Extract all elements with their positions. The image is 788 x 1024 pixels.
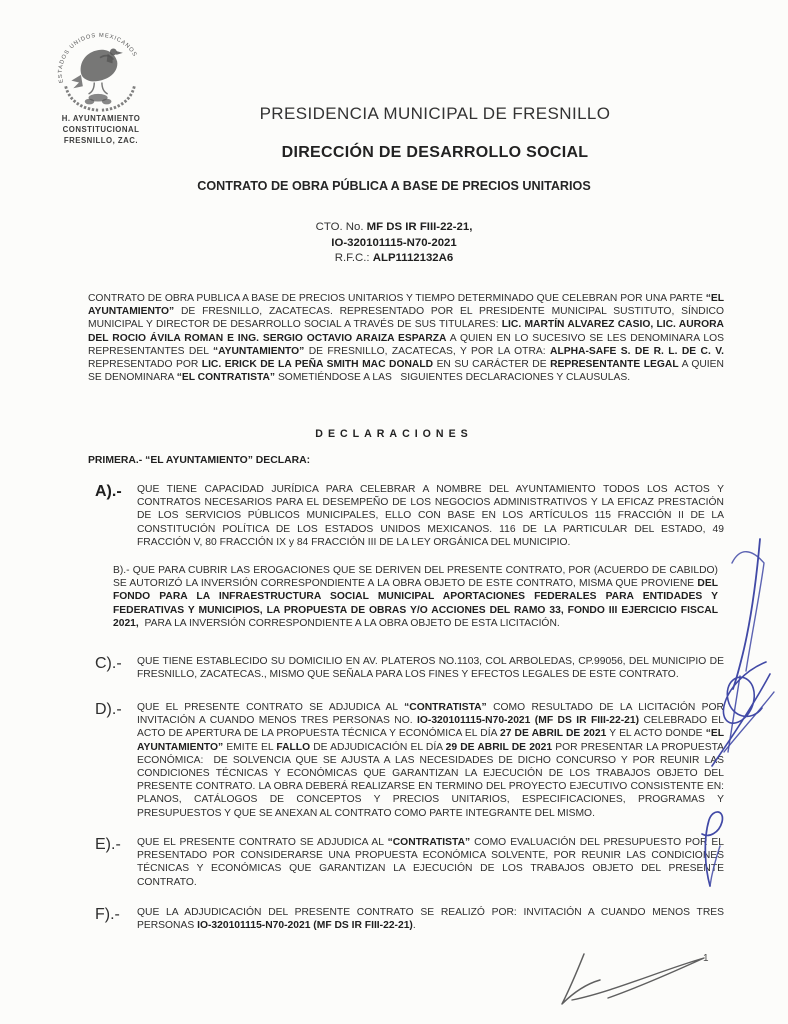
national-seal-logo [52,31,148,113]
contract-number-block [0,220,788,267]
contract-type-title: CONTRATO DE OBRA PÚBLICA A BASE DE PRECIOS UNITARIOS [197,179,591,193]
seal-caption [45,114,157,146]
declaration-item-e [95,836,724,889]
contract-number-line-2: IO-320101115-N70-2021 [331,236,457,249]
item-e-label: E).- [95,836,121,853]
declaration-item-f [95,906,724,932]
item-b-label: B).- [113,565,130,576]
seal-caption-line-1: H. AYUNTAMIENTO [61,114,141,123]
declaration-item-c [95,655,724,681]
declaration-item-b [113,564,718,630]
declaration-item-d [95,701,724,820]
seal-caption-line-2: CONSTITUCIONAL [62,124,140,134]
item-c-text: QUE TIENE ESTABLECIDO SU DOMICILIO EN AV. PLATEROS NO.1103, COL ARBOLEDAS, CP.99056, DEL MUNICIPIO DE FRESNILLO, ZACATECAS., MISMO QUE SEÑALA PARA LOS FINES Y EFECTOS LEGALES DE ESTE CONTRATO. [137,656,724,681]
declaration-item-a [95,483,724,549]
page-title: PRESIDENCIA MUNICIPAL DE FRESNILLO [259,104,611,123]
item-d-text: QUE EL PRESENTE CONTRATO SE ADJUDICA AL “CONTRATISTA” COMO RESULTADO DE LA LICITACIÓN POR INVITACIÓN A CUANDO MENOS TRES PERSONAS NO. IO-320101115-N70-2021 (MF DS IR FIII-22-21) CELEBRADO EL ACTO DE APERTURA DE LA PROPUESTA TÉCNICA Y ECONÓMICA EL DÍA 27 DE ABRIL DE 2021 Y EL ACTO DONDE “EL AYUNTAMIENTO” EMITE EL FALLO DE ADJUDICACIÓN EL DÍA 29 DE ABRIL DE 2021 POR PRESENTAR LA PROPUESTA ECONÓMICA: DE SOLVENCIA QUE SE AJUSTA A LAS NECESIDADES DE DICHO CONCURSO Y POR REUNIR LAS CONDICIONES TÉCNICAS Y ECONÓMICAS QUE GARANTIZAN LA EJECUCIÓN DE LOS TRABAJOS OBJETO DEL PRESENTE CONTRATO. LA OBRA DEBERÁ REALIZARSE EN TERMINO DEL PROYECTO EJECUTIVO CONSISTENTE EN: PLANOS, CATÁLOGOS DE CONCEPTOS Y PRECIOS UNITARIOS, ESPECIFICACIONES, PROGRAMAS Y PRESUPUESTOS Y QUE SE ANEXAN AL CONTRATO COMO PARTE INTEGRANTE DEL MISMO. [137,702,724,819]
item-f-label: F).- [95,906,120,923]
item-e-text: QUE EL PRESENTE CONTRATO SE ADJUDICA AL “CONTRATISTA” COMO EVALUACIÓN DEL PRESUPUESTO POR EL PRESENTADO POR CONSIDERARSE UNA PROPUESTA ECONÓMICA SOLVENTE, POR REUNIR LAS CONDICIONES TÉCNICAS Y ECONÓMICAS QUE GARANTIZAN LA EJECUCIÓN DE LOS TRABAJOS OBJETO DEL PRESENTE CONTRATO. [137,837,724,888]
page-number: 1 [703,953,709,964]
footer-signature [552,940,717,1018]
department-title: DIRECCIÓN DE DESARROLLO SOCIAL [281,144,589,161]
intro-paragraph: CONTRATO DE OBRA PUBLICA A BASE DE PRECIOS UNITARIOS Y TIEMPO DETERMINADO QUE CELEBRAN POR UNA PARTE “EL AYUNTAMIENTO” DE FRESNILLO, ZACATECAS. REPRESENTADO POR EL PRESIDENTE MUNICIPAL SUSTITUTO, SÍNDICO MUNICIPAL Y DIRECTOR DE DESARROLLO SOCIAL A TRAVÉS DE SUS TITULARES: LIC. MARTÍN ALVAREZ CASIO, LIC. AURORA DEL ROCIO ÁVILA ROMAN E ING. SERGIO OCTAVIO ARAIZA ESPARZA A QUIEN EN LO SUCESIVO SE LES DENOMINARA LOS REPRESENTANTES DEL “AYUNTAMIENTO” DE FRESNILLO, ZACATECAS, Y POR LA OTRA: ALPHA-SAFE S. DE R. L. DE C. V. REPRESENTADO POR LIC. ERICK DE LA PEÑA SMITH MAC DONALD EN SU CARÁCTER DE REPRESENTANTE LEGAL A QUIEN SE DENOMINARA “EL CONTRATISTA” SOMETIÉNDOSE A LAS SIGUIENTES DECLARACIONES Y CLAUSULAS. [88,293,724,384]
item-c-label: C).- [95,655,122,672]
margin-signature-1 [724,533,772,695]
item-f-text: QUE LA ADJUDICACIÓN DEL PRESENTE CONTRATO SE REALIZÓ POR: INVITACIÓN A CUANDO MENOS TRES PERSONAS IO-320101115-N70-2021 (MF DS IR FIII-22-21). [137,907,724,932]
seal-caption-line-3: FRESNILLO, ZAC. [63,135,139,145]
item-b-text: QUE PARA CUBRIR LAS EROGACIONES QUE SE DERIVEN DEL PRESENTE CONTRATO, POR (ACUERDO DE CABILDO) SE AUTORIZÓ LA INVERSIÓN CORRESPONDIENTE A LA OBRA OBJETO DE ESTE CONTRATO, MISMA QUE PROVIENE DEL FONDO PARA LA INFRAESTRUCTURA SOCIAL MUNICIPAL APORTACIONES FEDERALES PARA ENTIDADES Y FEDERATIVAS Y MUNICIPIOS, LA PROPUESTA DE OBRAS Y/O ACCIONES DEL RAMO 33, FONDO III EJERCICIO FISCAL 2021, PARA LA INVERSIÓN CORRESPONDIENTE A LA OBRA OBJETO DE ESTA LICITACIÓN. [113,565,718,629]
item-a-label: A).- [95,483,122,500]
seal-ring-text: ESTADOS UNIDOS MEXICANOS [57,32,138,84]
contract-rfc-line: R.F.C.: ALP1112132A6 [334,252,454,264]
declarations-heading: DECLARACIONES [315,428,473,440]
contract-number-line-1: CTO. No. MF DS IR FIII-22-21, [315,221,473,233]
primera-declaration-heading: PRIMERA.- “EL AYUNTAMIENTO” DECLARA: [88,455,311,466]
item-a-text: QUE TIENE CAPACIDAD JURÍDICA PARA CELEBRAR A NOMBRE DEL AYUNTAMIENTO TODOS LOS ACTOS Y CONTRATOS NECESARIOS PARA EL DESEMPEÑO DE LOS NEGOCIOS ADMINISTRATIVOS Y LA EFICAZ PRESTACIÓN DE LOS SERVICIOS PÚBLICOS MUNICIPALES, ELLO CON BASE EN LOS ARTÍCULOS 115 FRACCIÓN II DE LA CONSTITUCIÓN POLÍTICA DE LOS ESTADOS UNIDOS MEXICANOS. 116 DE LA PARTICULAR DEL ESTADO, 49 FRACCIÓN V, 80 FRACCIÓN IX y 84 FRACCIÓN III DE LA LEY ORGÁNICA DEL MUNICIPIO. [137,484,724,548]
item-d-label: D).- [95,701,122,718]
